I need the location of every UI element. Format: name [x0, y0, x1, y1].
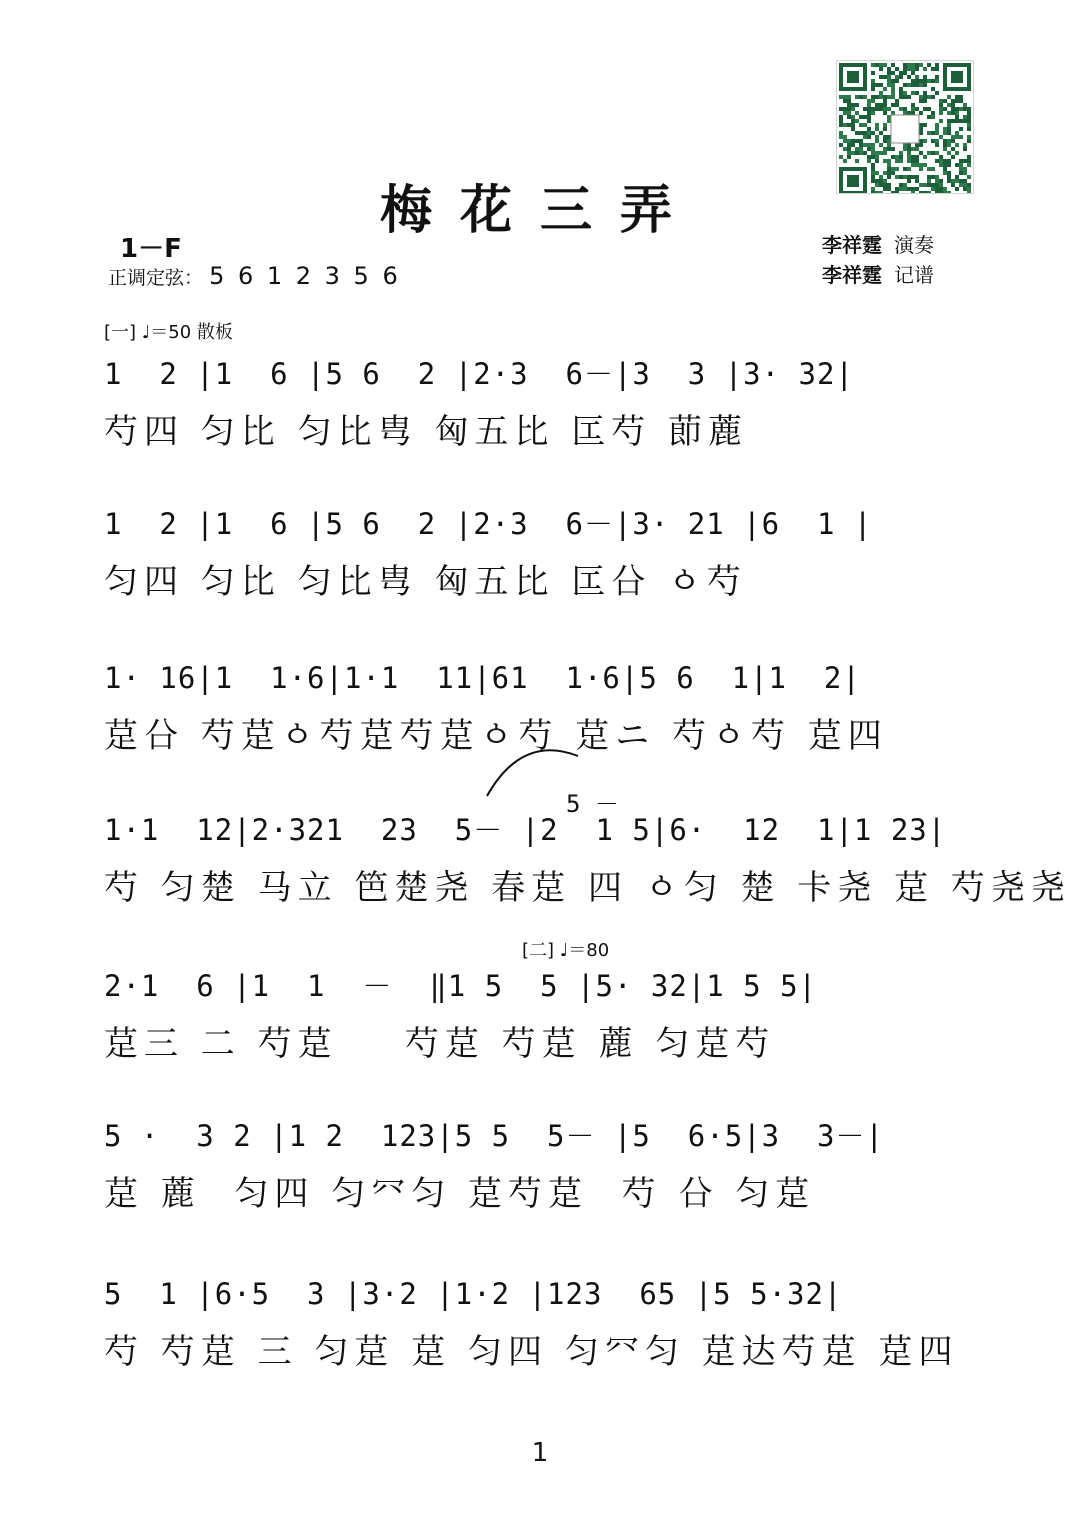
jianpu-notes: 1 2 |1 6 |5 6 2 |2·3 6－|3· 21 |6 1 | [104, 507, 873, 541]
jianpu-notes: 5 · 3 2 |1 2 123|5 5 5－ |5 6·5|3 3－| [104, 1119, 884, 1153]
jianzipu-tablature: 芍 匀楚 马立 笆楚尧 春莡 四 ㆁ匀 楚 卡尧 莡 芍尧尧 [104, 868, 1071, 908]
section-marker-2: [二] ♩＝80 [522, 940, 610, 961]
score-title: 梅花三弄 [379, 180, 700, 241]
credit-name: 李祥霆 [822, 263, 882, 287]
tuning-label: 正调定弦： [108, 267, 204, 289]
jianzipu-tablature: 芍四 匀比 匀比㽕 匈五比 匞芍 莭蔍 [104, 412, 749, 452]
credits [822, 230, 934, 290]
jianpu-notes: 1· 16|1 1·6|1·1 11|61 1·6|5 6 1|1 2| [104, 661, 861, 695]
page-number: 1 [531, 1438, 549, 1468]
jianzipu-tablature: 芍 芍莡 三 匀莡 莡 匀四 匀㓁匀 莡达芍莡 莡四 [104, 1332, 959, 1372]
section-marker-1: [一] ♩＝50 散板 [104, 322, 233, 343]
jianpu-notes: 5 1 |6·5 3 |3·2 |1·2 |123 65 |5 5·32| [104, 1277, 843, 1311]
credit-role: 记谱 [894, 263, 934, 287]
jianzipu-tablature: 莡 蔍 匀四 匀㓁匀 莡芍莡 芍 㕣 匀莡 [104, 1174, 816, 1214]
key-signature: 1－F [120, 234, 182, 264]
jianpu-notes: 2·1 6 |1 1 － ‖1 5 5 |5· 32|1 5 5| [104, 969, 818, 1003]
tuning-notes: 5 6 1 2 3 5 6 [209, 262, 401, 290]
credit-transcriber [822, 260, 934, 290]
credit-role: 演奏 [894, 233, 934, 257]
credit-performer [822, 230, 934, 260]
jianzipu-tablature: 匀四 匀比 匀比㽕 匈五比 匞㕣 ㆁ芍 [104, 562, 747, 602]
credit-name: 李祥霆 [822, 233, 882, 257]
extra-note: 5 － [566, 790, 619, 818]
jianpu-notes: 1 2 |1 6 |5 6 2 |2·3 6－|3 3 |3· 32| [104, 357, 854, 391]
jianpu-notes: 1·1 12|2·321 23 5－ |2 1 5|6· 12 1|1 23| [104, 813, 947, 847]
jianzipu-tablature: 莡㕣 芍莡ㆁ芍莡芍莡ㆁ芍 莡ニ 芍ㆁ芍 莡四 [104, 716, 888, 756]
tuning-line [108, 262, 401, 290]
jianzipu-tablature: 莡三 二 芍莡 芍莡 芍莡 蔍 匀莡芍 [104, 1024, 776, 1064]
